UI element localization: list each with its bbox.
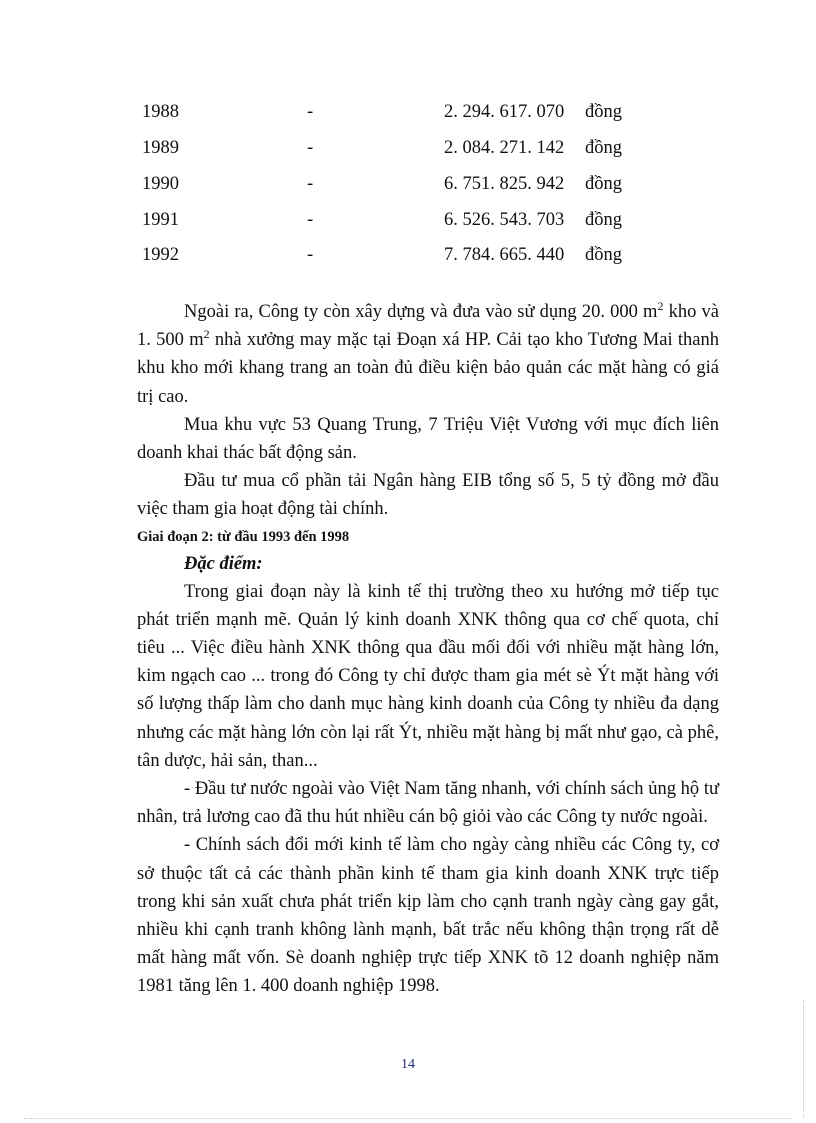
page-number: 14 [401,1057,415,1072]
section-subheading: Đặc điểm: [184,553,263,574]
document-body [137,298,719,1001]
dash-cell: - [307,245,314,265]
paragraph-policy: - Chính sách đổi mới kinh tế làm cho ngày càng nhiều các Công ty, cơ sở thuộc tất cả các thành phần kinh tế tham gia kinh doanh XNK trực tiếp trong khi sản xuất chưa phát triển kịp làm cho cạnh tranh ngày càng gay gắt, nhiều khi cạnh tranh không lành mạnh, bất trắc nếu không thận trọng rất dễ mất hàng mất vốn. Sè doanh nghiệp trực tiếp XNK tõ 12 doanh nghiệp năm 1981 tăng lên 1. 400 doanh nghiệp 1998. [137,835,719,997]
paragraph-market: Trong giai đoạn này là kinh tế thị trường theo xu hướng mở tiếp tục phát triển mạnh mẽ. Quản lý kinh doanh XNK thông qua cơ chế quota, chỉ tiêu ... Việc điều hành XNK thông qua đầu mối đối với nhiều mặt hàng lớn, kim ngạch cao ... trong đó Công ty chỉ được tham gia mét sè Ýt mặt hàng với số lượng thấp làm cho danh mục hàng kinh doanh của Công ty nhiều đa dạng nhưng các mặt hàng lớn còn lại rất Ýt, nhiều mặt hàng bị mất như gạo, cà phê, tân dược, hải sản, than... [137,581,719,771]
amount-cell: 2. 294. 617. 070 [444,102,565,122]
year-cell: 1988 [142,102,179,122]
unit-cell: đồng [585,174,622,194]
paragraph-finance: Đầu tư mua cổ phần tải Ngân hàng EIB tổng số 5, 5 tỷ đồng mở đầu việc tham gia hoạt động tài chính. [137,471,719,520]
superscript: 2 [203,327,210,342]
unit-cell: đồng [585,245,622,265]
unit-cell: đồng [585,210,622,230]
amount-cell: 6. 751. 825. 942 [444,174,565,194]
paragraph-text: kho và 1. 500 m [137,302,719,351]
dash-cell: - [307,210,314,230]
amount-cell: 6. 526. 543. 703 [444,210,565,230]
year-cell: 1990 [142,174,179,194]
dash-cell: - [307,102,314,122]
superscript: 2 [657,298,664,313]
paragraph-text: nhà xưởng may mặc tại Đoạn xá HP. Cải tạo kho Tương Mai thanh khu kho mới khang trang an toàn đủ điều kiện bảo quản các mặt hàng có giá trị cao. [137,330,719,407]
unit-cell: đồng [585,138,622,158]
paragraph-warehouses [137,298,719,411]
dash-cell: - [307,174,314,194]
amount-cell: 2. 084. 271. 142 [444,138,565,158]
amount-cell: 7. 784. 665. 440 [444,245,565,265]
paragraph-real-estate: Mua khu vực 53 Quang Trung, 7 Triệu Việt Vương với mục đích liên doanh khai thác bất động sản. [137,414,719,464]
footer-divider [24,1118,792,1119]
unit-cell: đồng [585,102,622,122]
paragraph-text: Ngoài ra, Công ty còn xây dựng và đưa vào sử dụng 20. 000 m [184,302,658,322]
year-cell: 1991 [142,210,179,230]
section-heading: Giai đoạn 2: từ đầu 1993 đến 1998 [137,528,350,545]
paragraph-foreign-investment: - Đầu tư nước ngoài vào Việt Nam tăng nhanh, với chính sách ủng hộ tư nhân, trả lương cao đã thu hút nhiều cán bộ giỏi vào các Công ty nước ngoài. [137,779,719,828]
year-cell: 1989 [142,138,179,158]
year-cell: 1992 [142,245,179,265]
dash-cell: - [307,138,314,158]
margin-divider [803,1000,804,1118]
